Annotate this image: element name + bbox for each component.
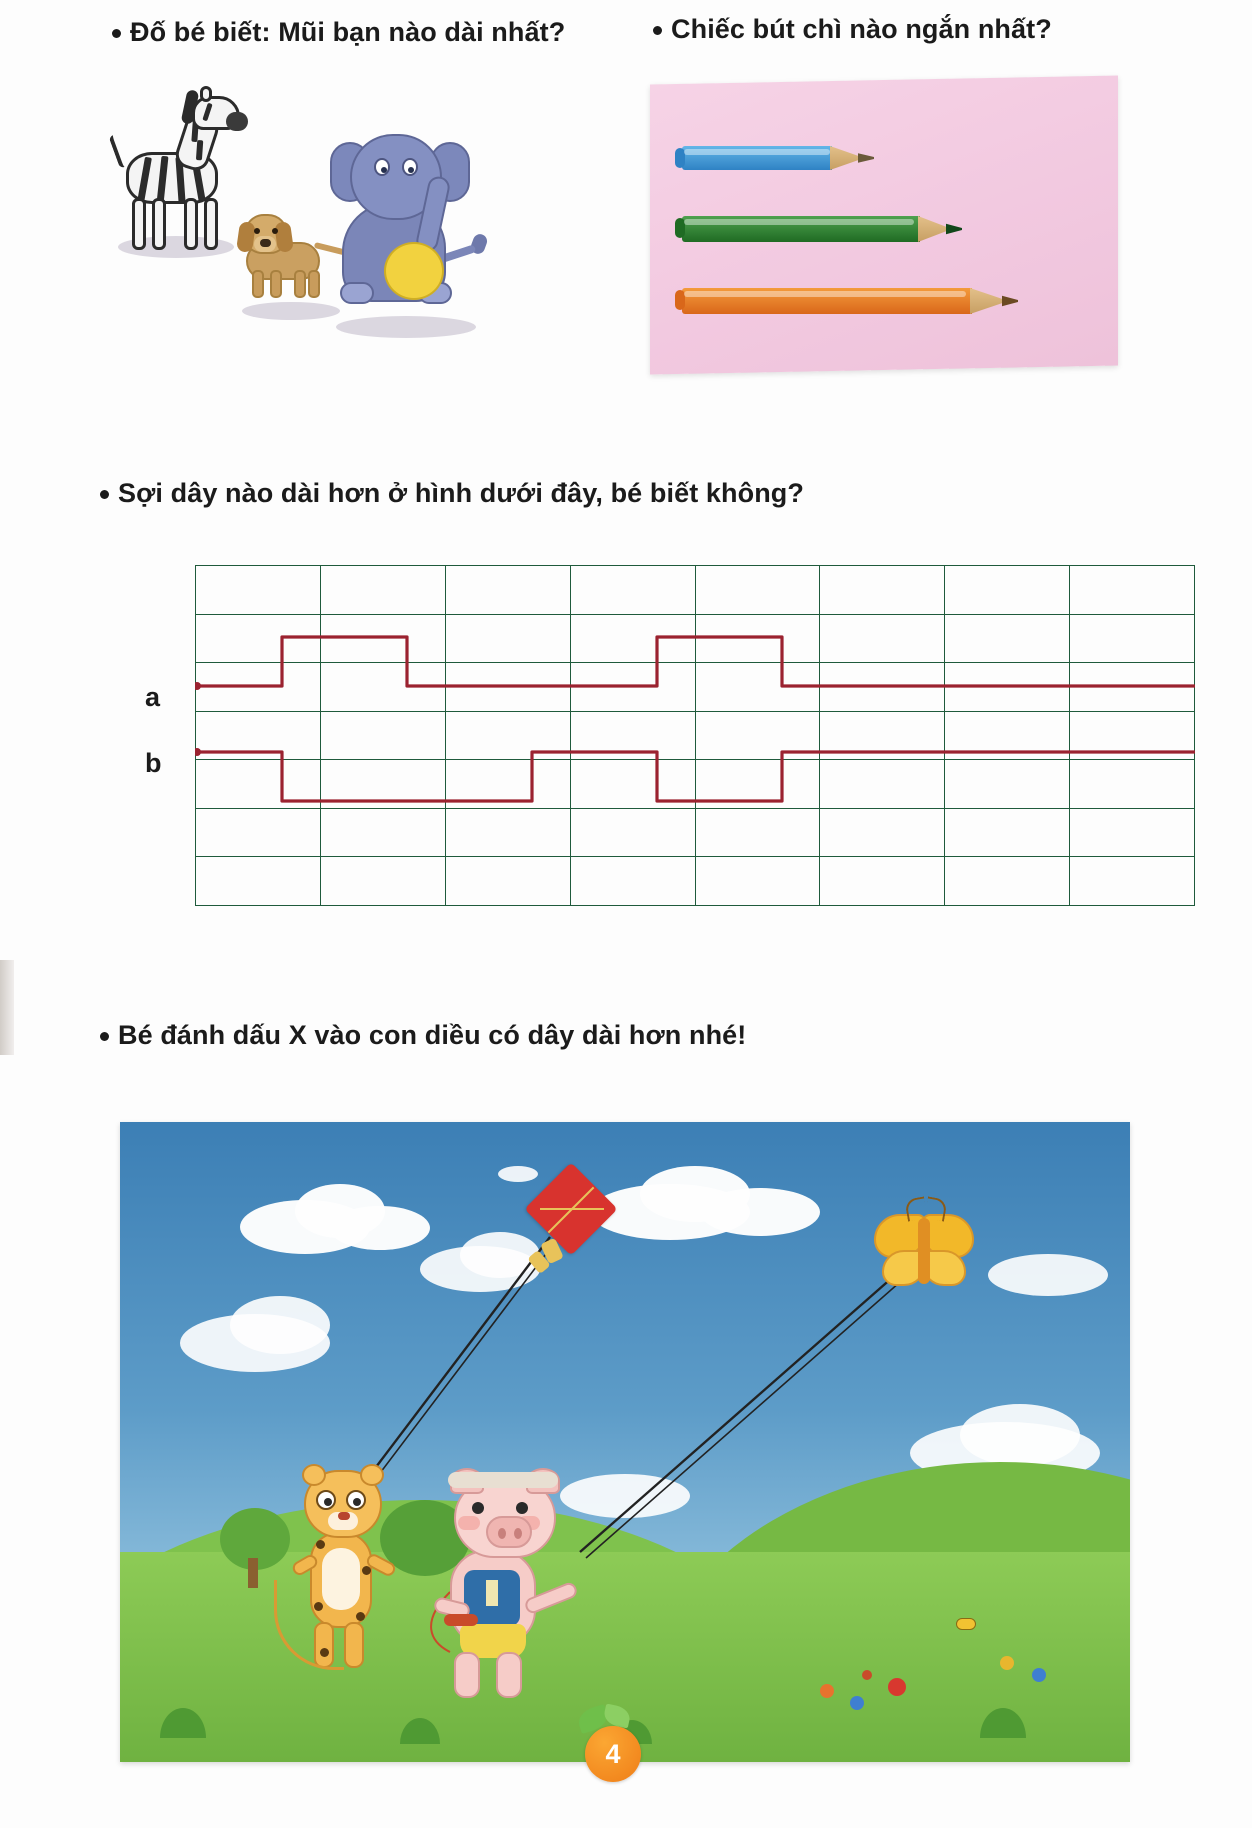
pig-headband [448, 1472, 558, 1488]
blue-pencil [682, 146, 882, 170]
table-row [196, 711, 1195, 760]
green-pencil-gloss [684, 219, 914, 225]
string-spool [444, 1614, 478, 1626]
leopard-spot [356, 1612, 365, 1621]
page-number: 4 [585, 1726, 641, 1782]
leopard-spot [320, 1648, 329, 1657]
pig-snout [486, 1516, 532, 1548]
question-3-text: Sợi dây nào dài hơn ở hình dưới đây, bé biết không? [118, 478, 804, 508]
question-2 [653, 14, 1052, 45]
question-4-text: Bé đánh dấu X vào con diều có dây dài hơn nhé! [118, 1020, 747, 1050]
page-edge-artifact [0, 960, 14, 1055]
pig-leg [496, 1652, 522, 1698]
label-b: b [145, 748, 162, 778]
blue-pencil-gloss [684, 149, 830, 155]
bullet-icon [653, 26, 662, 35]
dog-eye [254, 228, 260, 234]
leopard-eye [316, 1490, 336, 1510]
pig-leg [454, 1652, 480, 1698]
bullet-icon [100, 1032, 109, 1041]
bee-icon [956, 1618, 976, 1630]
pig-character[interactable] [420, 1472, 620, 1722]
butterfly-kite-string-2 [586, 1268, 916, 1558]
question-2-text: Chiếc bút chì nào ngắn nhất? [671, 14, 1052, 44]
question-1-text: Đố bé biết: Mũi bạn nào dài nhất? [130, 17, 566, 47]
flower [820, 1684, 834, 1698]
bullet-icon [112, 29, 121, 38]
elephant-icon [326, 124, 506, 339]
label-a: a [145, 682, 161, 712]
table-row [196, 663, 1195, 712]
green-pencil-tip [946, 216, 962, 242]
dog-eye [272, 228, 278, 234]
elephant-foot [340, 282, 374, 304]
leopard-leg [344, 1622, 364, 1668]
question-3 [100, 478, 804, 509]
zebra-ear [200, 86, 212, 102]
leopard-spot [316, 1540, 325, 1549]
question-1 [112, 17, 565, 48]
green-pencil [682, 216, 972, 242]
question-4 [100, 1020, 746, 1051]
table-row [196, 760, 1195, 809]
dog-leg [294, 270, 306, 298]
flower [888, 1678, 906, 1696]
leopard-eye [346, 1490, 366, 1510]
red-kite[interactable] [518, 1166, 628, 1276]
elephant-eye [402, 158, 418, 176]
elephant-eye [374, 158, 390, 176]
pig-eye [472, 1502, 484, 1514]
butterfly-antenna [924, 1196, 948, 1221]
butterfly-kite[interactable] [860, 1200, 990, 1310]
leopard-spot [362, 1566, 371, 1575]
orange-pencil [682, 288, 1032, 314]
leopard-ear [302, 1464, 326, 1486]
zebra-leg [152, 198, 166, 250]
kite-scene-illustration[interactable] [120, 1122, 1130, 1762]
table-row [196, 808, 1195, 857]
orange-pencil-tip [1002, 288, 1018, 314]
pencils-photo [650, 80, 1118, 370]
flower [1000, 1656, 1014, 1670]
string-grid-exercise[interactable] [195, 565, 1195, 915]
orange-pencil-gloss [684, 291, 966, 297]
elephant-ball [384, 242, 444, 300]
bullet-icon [100, 490, 109, 499]
flower [862, 1670, 872, 1680]
zebra-leg [204, 198, 218, 250]
dog-leg [308, 270, 320, 298]
pig-cheek [458, 1516, 480, 1530]
dog-leg [270, 270, 282, 298]
leopard-character[interactable] [270, 1462, 430, 1702]
zebra-icon [108, 90, 248, 260]
zebra-muzzle [226, 112, 248, 131]
leopard-nose [338, 1512, 350, 1520]
blue-pencil-tip [858, 146, 874, 170]
butterfly-body [918, 1218, 930, 1284]
leopard-tail [274, 1580, 344, 1670]
dog-nose [260, 239, 271, 247]
table-row [196, 566, 1195, 615]
tree-trunk [248, 1558, 258, 1588]
red-kite-spar [540, 1208, 604, 1210]
blue-pencil-wood [830, 146, 860, 170]
pig-shirt-number [486, 1580, 498, 1606]
animals-illustration [100, 78, 560, 348]
leopard-spot [314, 1602, 323, 1611]
leopard-ear [360, 1464, 384, 1486]
orange-pencil-wood [970, 288, 1004, 314]
flower [1032, 1668, 1046, 1682]
pig-eye [516, 1502, 528, 1514]
table-row [196, 614, 1195, 663]
table-row [196, 857, 1195, 906]
zebra-tail [108, 133, 129, 168]
zebra-leg [132, 198, 146, 250]
zebra-leg [184, 198, 198, 250]
flower [850, 1696, 864, 1710]
green-pencil-wood [918, 216, 948, 242]
dog-leg [252, 270, 264, 298]
measuring-grid [195, 565, 1195, 906]
